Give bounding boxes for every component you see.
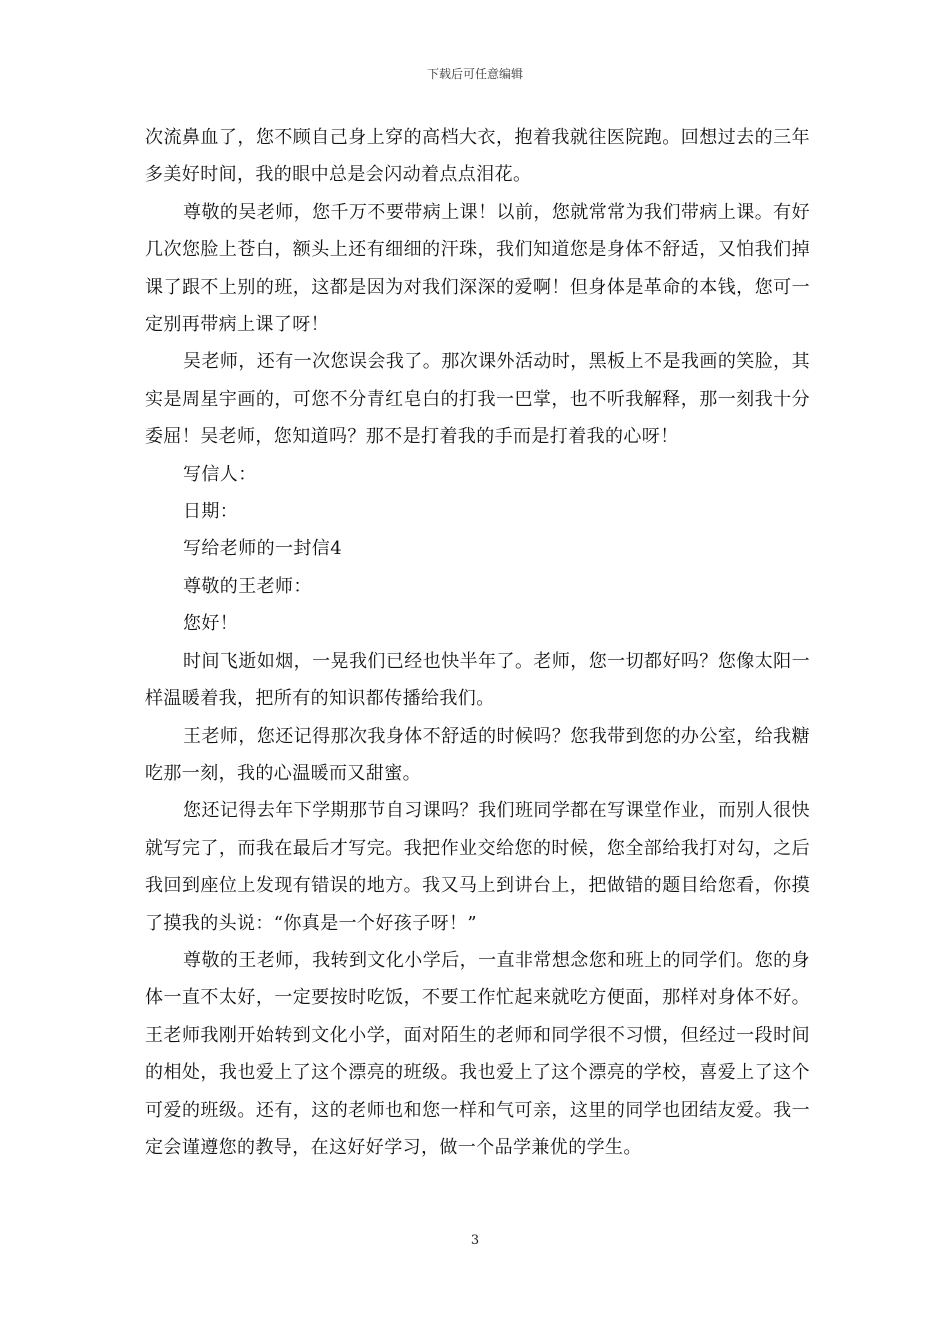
paragraph-misunderstanding: 吴老师，还有一次您误会我了。那次课外活动时，黑板上不是我画的笑脸，其实是周星宇画的，可您不分青红皂白的打我一巴掌，也不听我解释，那一刻我十分委屈！吴老师，您知道吗？那不是打着我的手而是打着我的心呀！: [145, 351, 810, 448]
paragraph-health-advice: 尊敬的吴老师，您千万不要带病上课！以前，您就常常为我们带病上课。有好几次您脸上苍白，额头上还有细细的汗珠，我们知道您是身体不舒适，又怕我们掉课了跟不上别的班，这都是因为对我们深深的爱啊！但身体是革命的本钱，您可一定别再带病上课了呀！: [145, 201, 810, 336]
letter-title: 写给老师的一封信4: [183, 538, 343, 560]
paragraph-homework-memory: 您还记得去年下学期那节自习课吗？我们班同学都在写课堂作业，而别人很快就写完了，而我在最后才写完。我把作业交给您的时候，您全部给我打对勾，之后我回到座位上发现有错误的地方。我又马上到讲台上，把做错的题目给您看，你摸了摸我的头说：“你真是一个好孩子呀！”: [145, 800, 810, 934]
signature-writer-line: 写信人：: [183, 463, 257, 485]
document-body: [145, 119, 810, 1166]
letter-salutation: 尊敬的王老师：: [183, 575, 312, 597]
paragraph-time-flies: 时间飞逝如烟，一晃我们已经也快半年了。老师，您一切都好吗？您像太阳一样温暖着我，把所有的知识都传播给我们。: [145, 650, 810, 710]
paragraph-continuation: 次流鼻血了，您不顾自己身上穿的高档大衣，抱着我就往医院跑。回想过去的三年多美好时间，我的眼中总是会闪动着点点泪花。: [145, 127, 810, 186]
page-header: 下载后可任意编辑: [426, 67, 523, 81]
paragraph-office-memory: 王老师，您还记得那次我身体不舒适的时候吗？您我带到您的办公室，给我糖吃那一刻，我的心温暖而又甜蜜。: [145, 725, 810, 784]
paragraph-new-school: 尊敬的王老师，我转到文化小学后，一直非常想念您和班上的同学们。您的身体一直不太好，一定要按时吃饭，不要工作忙起来就吃方便面，那样对身体不好。王老师我刚开始转到文化小学，面对陌生的老师和同学很不习惯，但经过一段时间的相处，我也爱上了这个漂亮的班级。我也爱上了这个漂亮的学校，喜爱上了这个可爱的班级。还有，这的老师也和您一样和气可亲，这里的同学也团结友爱。我一定会谨遵您的教导，在这好好学习，做一个品学兼优的学生。: [145, 949, 810, 1158]
signature-date-line: 日期：: [183, 501, 239, 523]
letter-greeting: 您好！: [183, 613, 239, 635]
page-number: 3: [470, 1233, 480, 1248]
